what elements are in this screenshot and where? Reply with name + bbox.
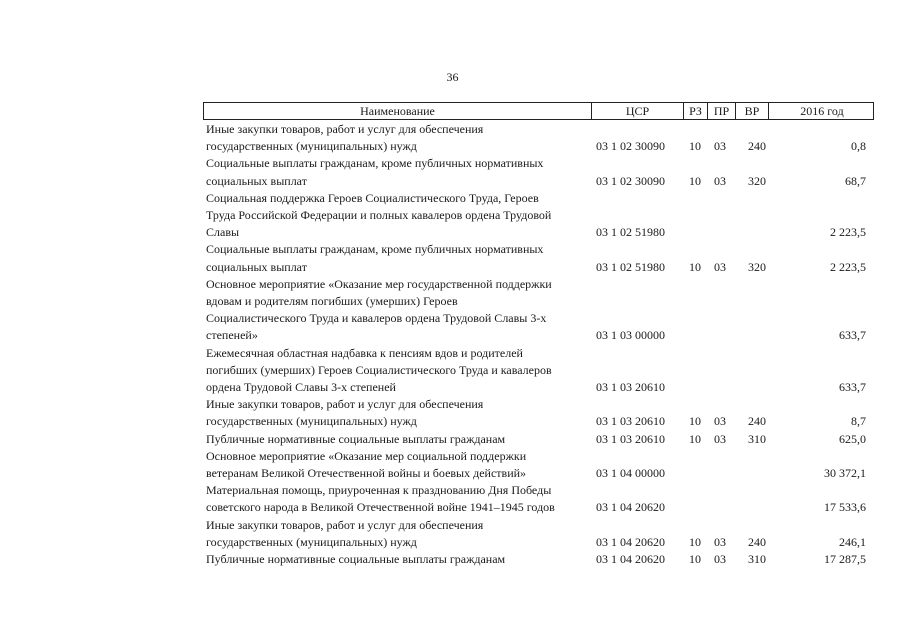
row-pr: 03 — [714, 173, 726, 188]
row-rz: 10 — [689, 259, 701, 274]
header-vr: ВР — [735, 103, 768, 119]
row-csr: 03 1 03 20610 — [596, 379, 665, 394]
row-name-line: государственных (муниципальных) нужд — [206, 414, 417, 429]
row-csr: 03 1 04 20620 — [596, 534, 665, 549]
row-name-line: государственных (муниципальных) нужд — [206, 534, 417, 549]
row-csr: 03 1 04 20620 — [596, 551, 665, 566]
row-value: 246,1 — [839, 534, 866, 549]
row-name-line: Социальные выплаты гражданам, кроме публичных нормативных — [206, 156, 544, 171]
row-value: 2 223,5 — [830, 225, 866, 240]
row-rz: 10 — [689, 173, 701, 188]
row-csr: 03 1 04 20620 — [596, 500, 665, 515]
row-name-line: советского народа в Великой Отечественной войне 1941–1945 годов — [206, 500, 555, 515]
row-rz: 10 — [689, 551, 701, 566]
row-name — [206, 155, 591, 189]
row-csr: 03 1 02 51980 — [596, 225, 665, 240]
row-value: 625,0 — [839, 431, 866, 446]
row-name — [206, 241, 591, 275]
row-name-line: Социальная поддержка Героев Социалистического Труда, Героев — [206, 190, 539, 205]
row-name-line: Основное мероприятие «Оказание мер государственной поддержки — [206, 276, 552, 291]
row-value: 633,7 — [839, 379, 866, 394]
row-pr: 03 — [714, 414, 726, 429]
table-row — [203, 276, 874, 345]
row-csr: 03 1 03 20610 — [596, 431, 665, 446]
row-name-line: Публичные нормативные социальные выплаты гражданам — [206, 552, 506, 566]
row-name — [206, 551, 591, 568]
row-csr: 03 1 02 30090 — [596, 173, 665, 188]
row-name — [206, 396, 591, 430]
row-name-line: государственных (муниципальных) нужд — [206, 139, 417, 154]
row-name-line: Иные закупки товаров, работ и услуг для обеспечения — [206, 122, 484, 136]
row-name-line: степеней» — [206, 328, 258, 343]
row-value: 68,7 — [845, 173, 866, 188]
row-vr: 240 — [748, 534, 766, 549]
row-name — [206, 431, 591, 448]
row-value: 17 287,5 — [824, 551, 866, 566]
row-csr: 03 1 02 30090 — [596, 139, 665, 154]
row-vr: 310 — [748, 431, 766, 446]
row-name — [206, 482, 591, 516]
table-row — [203, 155, 874, 189]
row-vr: 240 — [748, 414, 766, 429]
row-name — [206, 276, 591, 345]
row-name-line: Славы — [206, 225, 240, 240]
table-row — [203, 517, 874, 551]
header-name: Наименование — [360, 104, 435, 118]
row-name-line: Иные закупки товаров, работ и услуг для обеспечения — [206, 397, 484, 412]
row-name-line: социальных выплат — [206, 259, 307, 274]
table-row — [203, 431, 874, 448]
row-value: 0,8 — [851, 139, 866, 154]
table-row — [203, 345, 874, 397]
row-value: 17 533,6 — [824, 500, 866, 515]
row-vr: 320 — [748, 259, 766, 274]
row-name-line: погибших (умерших) Героев Социалистического Труда и кавалеров — [206, 362, 552, 377]
row-name-line: Материальная помощь, приуроченная к празднованию Дня Победы — [206, 483, 552, 498]
row-name — [206, 190, 591, 242]
row-rz: 10 — [689, 414, 701, 429]
table-row — [203, 448, 874, 482]
row-name — [206, 448, 591, 482]
row-rz: 10 — [689, 431, 701, 446]
row-rz: 10 — [689, 139, 701, 154]
table-row — [203, 482, 874, 516]
row-vr: 310 — [748, 551, 766, 566]
row-pr: 03 — [714, 551, 726, 566]
row-csr: 03 1 03 00000 — [596, 328, 665, 343]
table-row — [203, 396, 874, 430]
row-name-line: Труда Российской Федерации и полных кавалеров ордена Трудовой — [206, 208, 552, 222]
table-row — [203, 121, 874, 155]
page-number: 36 — [446, 70, 459, 84]
table-row — [203, 551, 874, 568]
row-name-line: социальных выплат — [206, 173, 307, 188]
row-name-line: Публичные нормативные социальные выплаты гражданам — [206, 431, 506, 446]
row-name-line: ордена Трудовой Славы 3-х степеней — [206, 380, 396, 394]
row-pr: 03 — [714, 534, 726, 549]
row-name-line: Основное мероприятие «Оказание мер социальной поддержки — [206, 448, 527, 463]
table-row — [203, 190, 874, 242]
row-name-line: Иные закупки товаров, работ и услуг для обеспечения — [206, 517, 484, 532]
row-csr: 03 1 02 51980 — [596, 259, 665, 274]
row-csr: 03 1 03 20610 — [596, 414, 665, 429]
row-name-line: ветеранам Великой Отечественной войны и боевых действий» — [206, 466, 527, 480]
row-name — [206, 121, 591, 155]
row-csr: 03 1 04 00000 — [596, 465, 665, 480]
row-pr: 03 — [714, 259, 726, 274]
row-name — [206, 345, 591, 397]
row-name — [206, 517, 591, 551]
table-row — [203, 241, 874, 275]
row-pr: 03 — [714, 431, 726, 446]
row-name-line: Ежемесячная областная надбавка к пенсиям вдов и родителей — [206, 345, 523, 360]
row-pr: 03 — [714, 139, 726, 154]
header-year: 2016 год — [768, 103, 875, 119]
row-name-line: Социальные выплаты гражданам, кроме публичных нормативных — [206, 242, 544, 257]
row-value: 8,7 — [851, 414, 866, 429]
row-value: 633,7 — [839, 328, 866, 343]
row-value: 30 372,1 — [824, 465, 866, 480]
row-vr: 320 — [748, 173, 766, 188]
header-pr: ПР — [707, 103, 735, 119]
row-vr: 240 — [748, 139, 766, 154]
header-rz: РЗ — [683, 103, 707, 119]
row-name-line: Социалистического Труда и кавалеров ордена Трудовой Славы 3-х — [206, 311, 547, 326]
table-header — [203, 102, 874, 120]
header-csr: ЦСР — [591, 103, 683, 119]
row-value: 2 223,5 — [830, 259, 866, 274]
row-rz: 10 — [689, 534, 701, 549]
row-name-line: вдовам и родителям погибших (умерших) Героев — [206, 294, 458, 308]
